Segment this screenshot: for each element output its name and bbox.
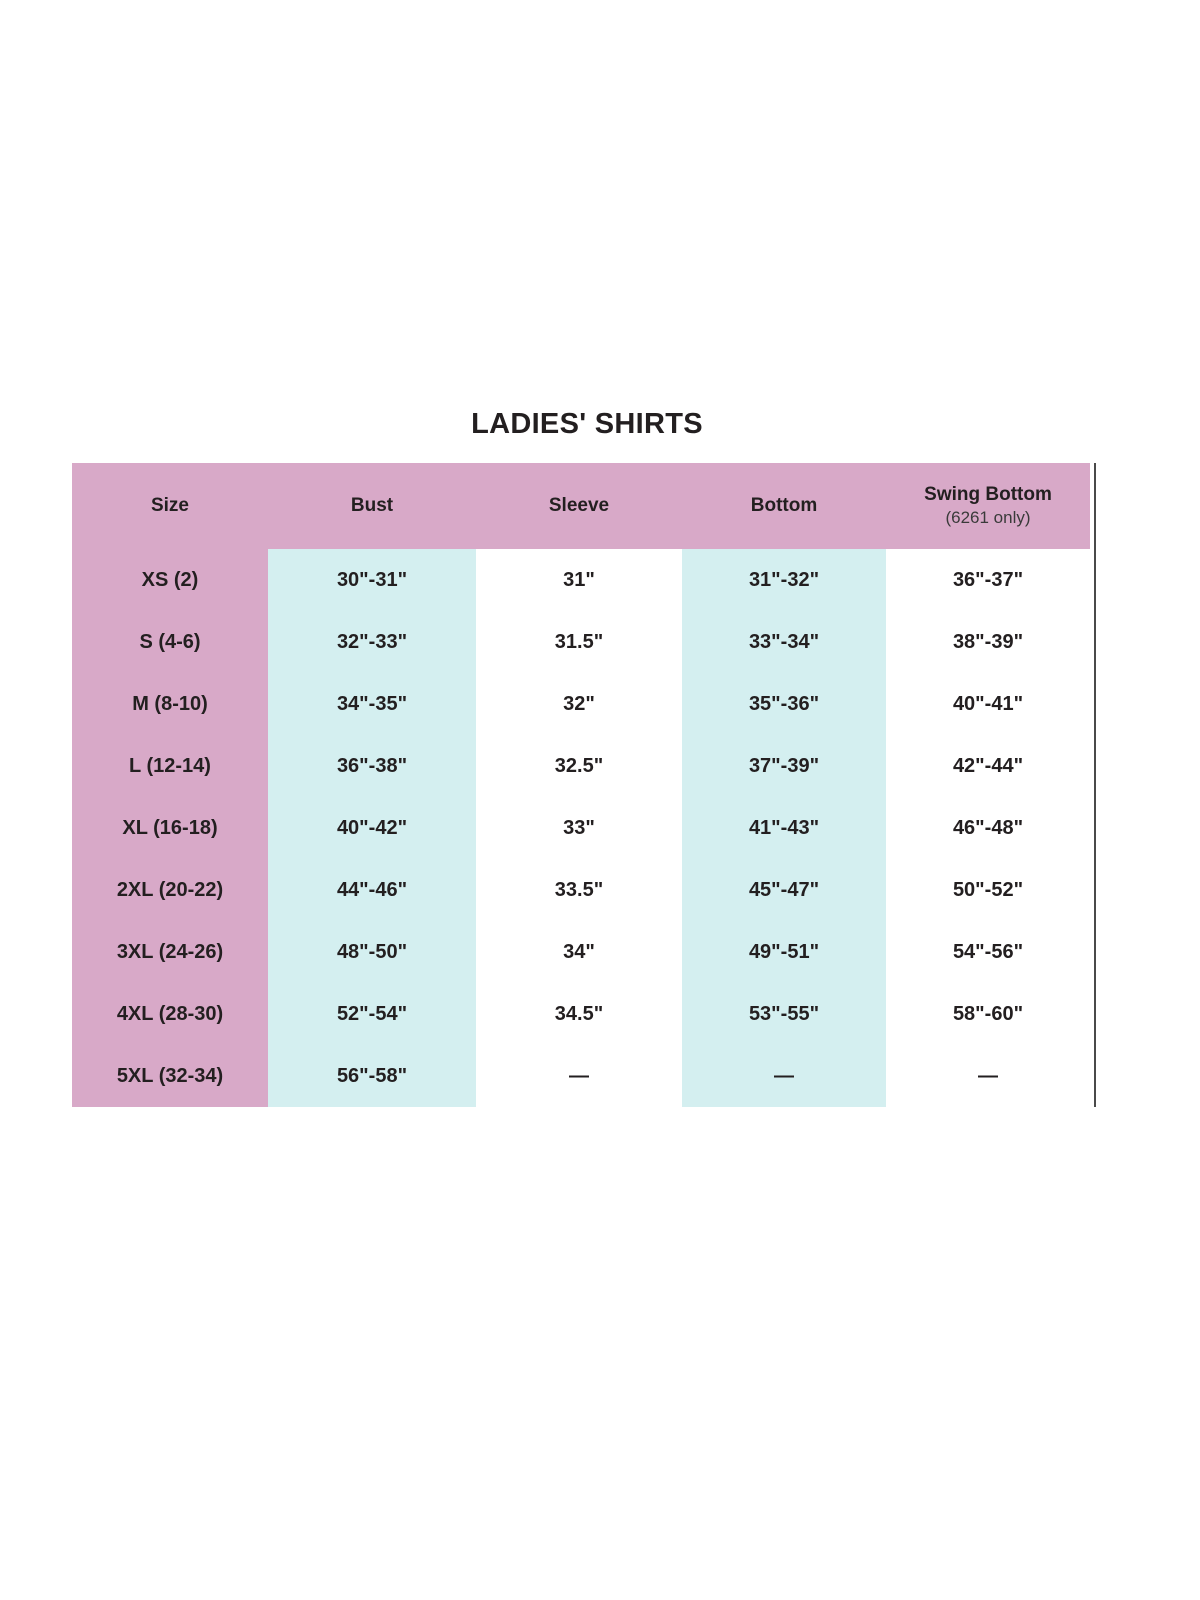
table-holder xyxy=(72,463,1096,1107)
table-row xyxy=(72,673,1090,735)
cell-bottom: — xyxy=(682,1045,886,1107)
table-row xyxy=(72,1045,1090,1107)
column-header-size-label: Size xyxy=(150,495,190,516)
cell-sleeve: 33.5" xyxy=(476,859,682,921)
column-header-size xyxy=(72,463,268,549)
cell-swing-bottom: 38"-39" xyxy=(886,611,1090,673)
cell-bottom: 45"-47" xyxy=(682,859,886,921)
cell-bottom: 37"-39" xyxy=(682,735,886,797)
cell-bottom: 41"-43" xyxy=(682,797,886,859)
cell-sleeve: 34.5" xyxy=(476,983,682,1045)
table-row xyxy=(72,611,1090,673)
size-chart-table xyxy=(72,463,1090,1107)
cell-swing-bottom: 40"-41" xyxy=(886,673,1090,735)
cell-sleeve: 33" xyxy=(476,797,682,859)
cell-sleeve: 32" xyxy=(476,673,682,735)
table-row xyxy=(72,797,1090,859)
cell-swing-bottom: 50"-52" xyxy=(886,859,1090,921)
cell-bust: 32"-33" xyxy=(268,611,476,673)
cell-sleeve: 31.5" xyxy=(476,611,682,673)
table-row xyxy=(72,983,1090,1045)
cell-bottom: 33"-34" xyxy=(682,611,886,673)
cell-size: 3XL (24-26) xyxy=(72,921,268,983)
column-header-bottom-label: Bottom xyxy=(750,495,818,516)
column-header-swing-bottom-note: (6261 only) xyxy=(945,508,1031,527)
cell-size: XS (2) xyxy=(72,549,268,611)
cell-swing-bottom: 42"-44" xyxy=(886,735,1090,797)
table-right-rule xyxy=(1094,463,1096,1107)
column-header-sleeve-label: Sleeve xyxy=(548,495,610,516)
cell-bust: 36"-38" xyxy=(268,735,476,797)
cell-size: M (8-10) xyxy=(72,673,268,735)
column-header-sleeve xyxy=(476,463,682,549)
cell-bottom: 35"-36" xyxy=(682,673,886,735)
cell-bottom: 31"-32" xyxy=(682,549,886,611)
table-body xyxy=(72,549,1090,1107)
cell-bust: 30"-31" xyxy=(268,549,476,611)
cell-swing-bottom: 36"-37" xyxy=(886,549,1090,611)
cell-swing-bottom: — xyxy=(886,1045,1090,1107)
cell-sleeve: 34" xyxy=(476,921,682,983)
column-header-bust-label: Bust xyxy=(350,495,394,516)
table-header-row xyxy=(72,463,1090,549)
cell-sleeve: 32.5" xyxy=(476,735,682,797)
column-header-swing-bottom xyxy=(886,463,1090,549)
cell-bust: 44"-46" xyxy=(268,859,476,921)
cell-size: S (4-6) xyxy=(72,611,268,673)
table-row xyxy=(72,859,1090,921)
cell-swing-bottom: 54"-56" xyxy=(886,921,1090,983)
cell-size: XL (16-18) xyxy=(72,797,268,859)
cell-size: 5XL (32-34) xyxy=(72,1045,268,1107)
cell-swing-bottom: 58"-60" xyxy=(886,983,1090,1045)
column-header-swing-bottom-label: Swing Bottom xyxy=(924,484,1052,505)
table-header xyxy=(72,463,1090,549)
cell-sleeve: — xyxy=(476,1045,682,1107)
cell-bust: 34"-35" xyxy=(268,673,476,735)
column-header-bust xyxy=(268,463,476,549)
cell-bust: 48"-50" xyxy=(268,921,476,983)
size-chart-container xyxy=(72,408,1096,1107)
cell-bust: 40"-42" xyxy=(268,797,476,859)
cell-bottom: 53"-55" xyxy=(682,983,886,1045)
cell-size: 4XL (28-30) xyxy=(72,983,268,1045)
table-row xyxy=(72,549,1090,611)
cell-bust: 56"-58" xyxy=(268,1045,476,1107)
cell-sleeve: 31" xyxy=(476,549,682,611)
cell-swing-bottom: 46"-48" xyxy=(886,797,1090,859)
column-header-bottom xyxy=(682,463,886,549)
page-title: LADIES' SHIRTS xyxy=(471,408,703,440)
table-row xyxy=(72,921,1090,983)
table-row xyxy=(72,735,1090,797)
cell-size: 2XL (20-22) xyxy=(72,859,268,921)
cell-bottom: 49"-51" xyxy=(682,921,886,983)
cell-bust: 52"-54" xyxy=(268,983,476,1045)
cell-size: L (12-14) xyxy=(72,735,268,797)
